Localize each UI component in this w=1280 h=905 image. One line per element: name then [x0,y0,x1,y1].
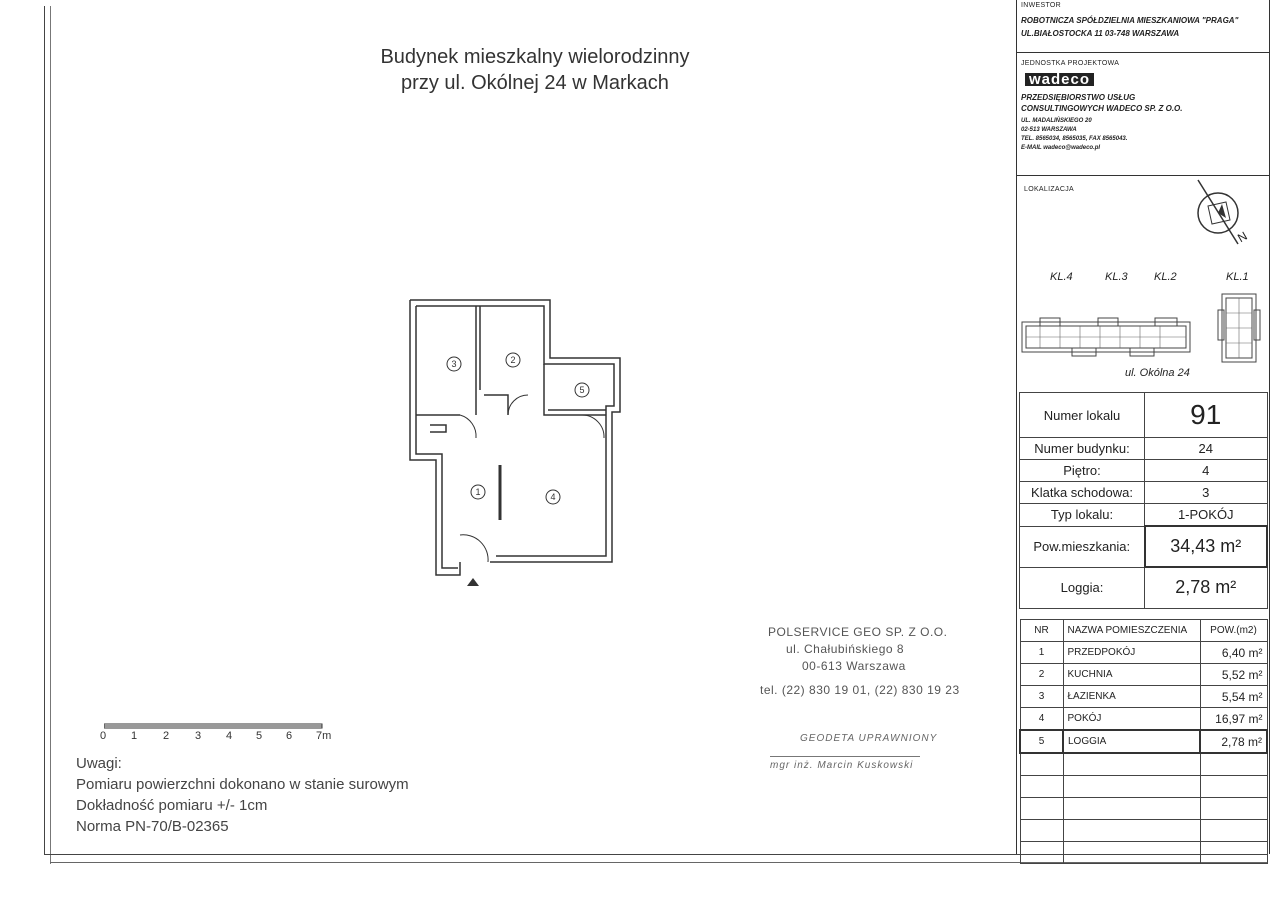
room-area: 6,40 m² [1200,642,1267,664]
empty-row [1020,842,1267,864]
table-row [1020,642,1267,664]
notes-block [76,753,409,837]
designer-phones: TEL. 8565034, 8565035, FAX 8565043. [1021,136,1128,142]
room-name: LOGGIA [1063,730,1200,753]
stamp-city: 00-613 Warszawa [802,659,906,673]
frame-left-line-inner [50,6,51,864]
room-name: POKÓJ [1063,708,1200,731]
notes-line-3: Norma PN-70/B-02365 [76,818,229,835]
room-name: ŁAZIENKA [1063,686,1200,708]
type-value: 1-POKÓJ [1145,504,1268,527]
investor-address: UL.BIAŁOSTOCKA 11 03-748 WARSZAWA [1021,29,1180,38]
loggia-label: Loggia: [1020,567,1145,608]
scale-tick-4: 4 [226,730,233,742]
designer-line-1: PRZEDSIĘBIORSTWO USŁUG [1021,93,1136,102]
notes-heading: Uwagi: [76,755,122,772]
notes-line-2: Dokładność pomiaru +/- 1cm [76,797,268,814]
notes-line-1: Pomiaru powierzchni dokonano w stanie surowym [76,776,409,793]
unit-number-label: Numer lokalu [1020,393,1145,438]
room-nr: 2 [1020,664,1063,686]
table-row [1020,686,1267,708]
room-area: 2,78 m² [1200,730,1267,753]
scale-labels [100,730,360,744]
rooms-table [1019,619,1268,864]
scale-tick-3: 3 [195,730,202,742]
empty-row [1020,820,1267,842]
header-nr: NR [1020,620,1063,642]
signature-title: GEODETA UPRAWNIONY [800,733,938,744]
room-label-4: 4 [550,492,556,502]
area-value: 34,43 m² [1145,526,1268,567]
investor-section [1017,0,1269,53]
empty-row [1020,798,1267,820]
title-line-1: Budynek mieszkalny wielorodzinny [380,46,690,68]
stairwell-label-4: KL.4 [1050,271,1073,283]
room-label-5: 5 [579,385,585,395]
document-title [300,44,770,96]
header-name: NAZWA POMIESZCZENIA [1063,620,1200,642]
type-label: Typ lokalu: [1020,504,1145,527]
scale-tick-2: 2 [163,730,170,742]
building-value: 24 [1145,438,1268,460]
rooms-header-row [1020,620,1267,642]
surveyor-stamp [760,624,960,699]
signature-stamp [770,732,937,773]
stairwell-label: Klatka schodowa: [1020,482,1145,504]
room-name: KUCHNIA [1063,664,1200,686]
scale-tick-1: 1 [131,730,138,742]
room-name: PRZEDPOKÓJ [1063,642,1200,664]
stamp-phone: tel. (22) 830 19 01, (22) 830 19 23 [760,683,960,697]
site-street-label: ul. Okólna 24 [1125,367,1190,379]
room-label-2: 2 [510,355,516,365]
room-area: 16,97 m² [1200,708,1267,731]
scale-tick-7: 7m [316,730,332,742]
floor-label: Piętro: [1020,460,1145,482]
scale-tick-5: 5 [256,730,263,742]
stairwell-label-2: KL.2 [1154,271,1177,283]
header-area: POW.(m2) [1200,620,1267,642]
title-line-2: przy ul. Okólnej 24 w Markach [401,72,669,94]
table-row [1020,708,1267,731]
area-row [1020,526,1268,567]
loggia-value: 2,78 m² [1145,567,1268,608]
room-nr: 4 [1020,708,1063,731]
north-label: N [1235,228,1250,246]
building-label: Numer budynku: [1020,438,1145,460]
signature-name: mgr inż. Marcin Kuskowski [770,756,920,773]
entrance-arrow [467,578,479,586]
room-nr: 5 [1020,730,1063,753]
scale-tick-6: 6 [286,730,293,742]
room-label-1: 1 [475,487,481,497]
site-plan [1020,288,1266,368]
empty-row [1020,753,1267,776]
stairwell-label-1: KL.1 [1226,271,1249,283]
stairwell-label-3: KL.3 [1105,271,1128,283]
table-row [1020,664,1267,686]
stairwell-value: 3 [1145,482,1268,504]
room-nr: 3 [1020,686,1063,708]
unit-number-row [1020,393,1268,438]
frame-left-line [44,6,45,854]
room-label-3: 3 [451,359,457,369]
room-nr: 1 [1020,642,1063,664]
designer-label: JEDNOSTKA PROJEKTOWA [1021,60,1120,67]
investor-label: INWESTOR [1021,2,1061,9]
loggia-row [1020,567,1268,608]
designer-email: E-MAIL wadeco@wadeco.pl [1021,145,1101,151]
table-row [1020,730,1267,753]
type-row [1020,504,1268,527]
area-label: Pow.mieszkania: [1020,526,1145,567]
building-row [1020,438,1268,460]
stamp-street: ul. Chałubińskiego 8 [786,642,905,656]
scale-tick-0: 0 [100,730,107,742]
floor-row [1020,460,1268,482]
designer-city: 02-513 WARSZAWA [1021,127,1077,133]
unit-number-value: 91 [1145,393,1268,438]
floor-value: 4 [1145,460,1268,482]
empty-row [1020,776,1267,798]
room-area: 5,54 m² [1200,686,1267,708]
floor-plan [400,290,640,590]
investor-name: ROBOTNICZA SPÓŁDZIELNIA MIESZKANIOWA "PRAGA" [1021,16,1239,25]
stamp-company: POLSERVICE GEO SP. Z O.O. [768,625,948,639]
room-area: 5,52 m² [1200,664,1267,686]
designer-line-2: CONSULTINGOWYCH WADECO SP. Z O.O. [1021,104,1183,113]
unit-info-table [1019,392,1268,609]
wadeco-logo: wadeco [1025,73,1094,86]
scale-bar [104,722,326,730]
stairwell-row [1020,482,1268,504]
location-label: LOKALIZACJA [1024,186,1074,193]
designer-section [1017,53,1269,176]
designer-address: UL. MADALIŃSKIEGO 20 [1021,118,1092,124]
